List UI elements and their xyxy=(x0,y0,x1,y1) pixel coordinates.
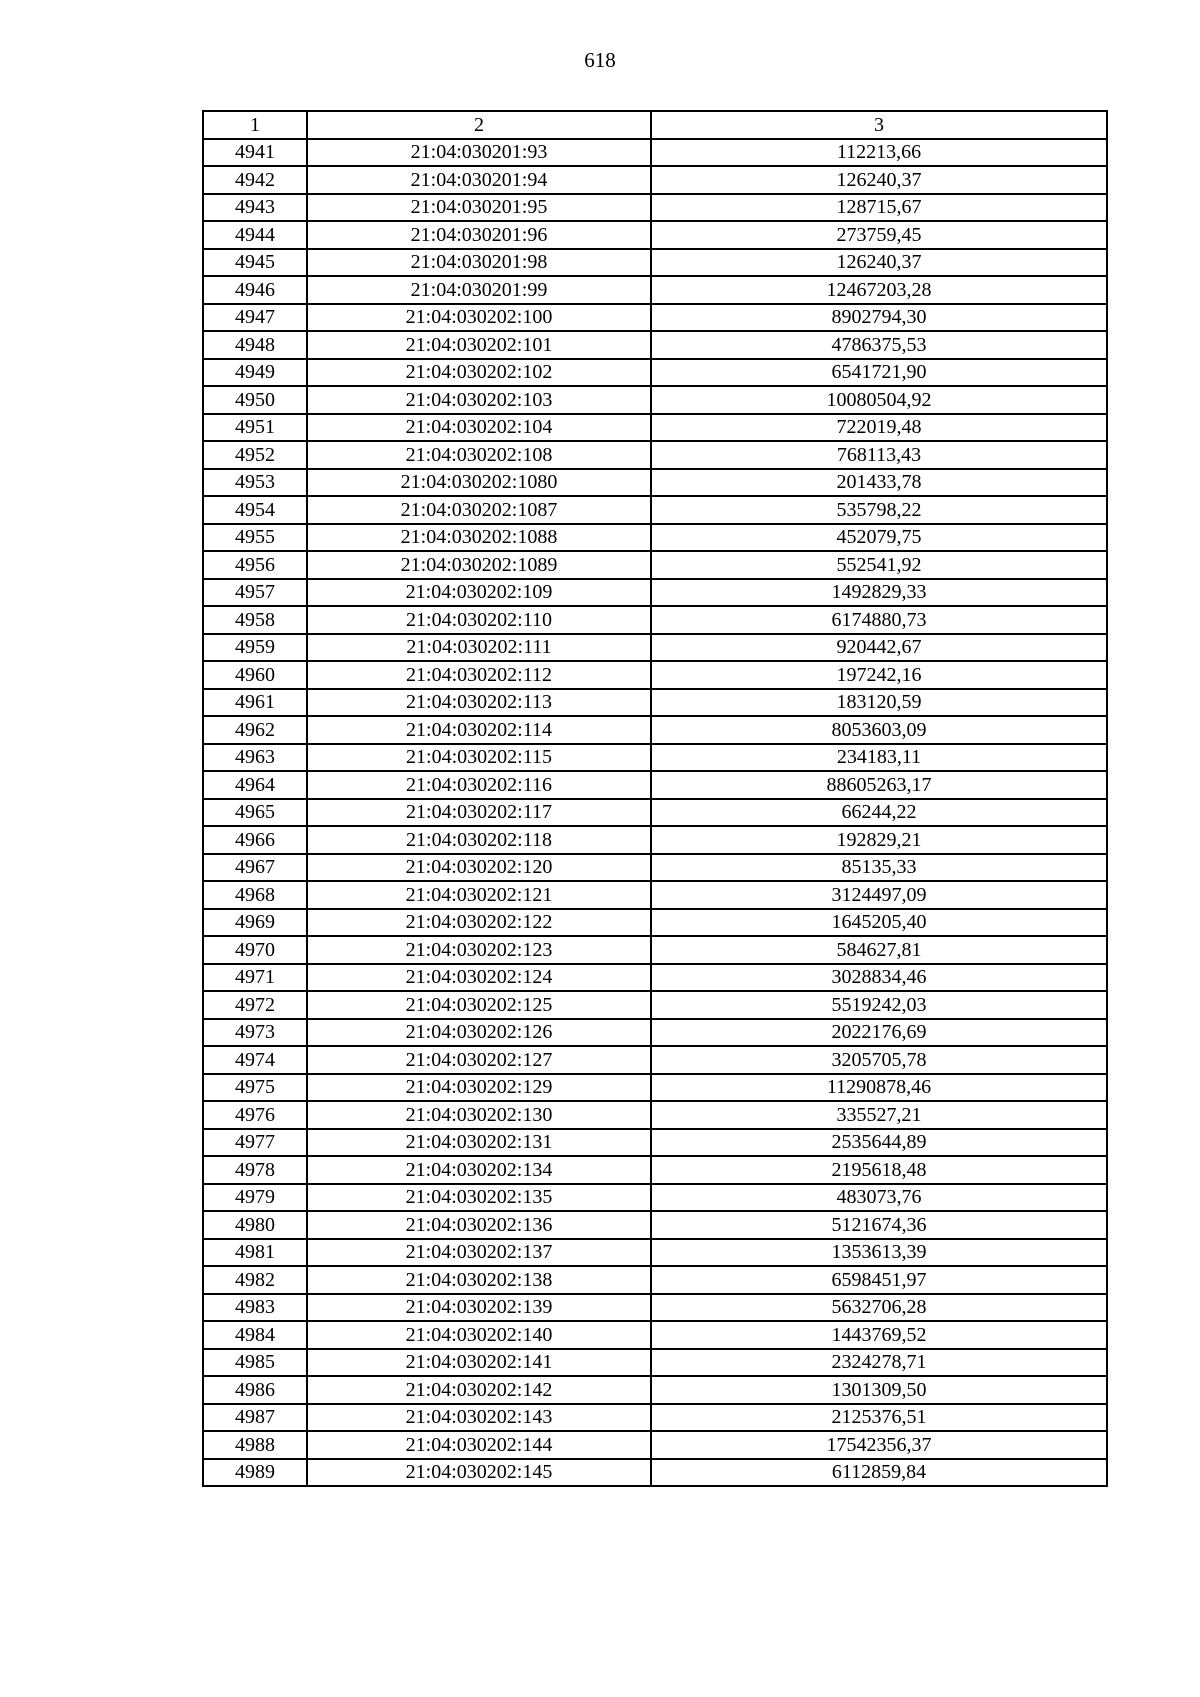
cadastral-number-cell: 21:04:030202:109 xyxy=(307,579,651,607)
row-number-cell: 4989 xyxy=(203,1459,307,1487)
cadastral-value-cell: 66244,22 xyxy=(651,799,1107,827)
cadastral-number-cell: 21:04:030202:111 xyxy=(307,634,651,662)
table-row xyxy=(203,359,1107,387)
cadastral-value-cell: 2535644,89 xyxy=(651,1129,1107,1157)
cadastral-value-cell: 4786375,53 xyxy=(651,331,1107,359)
cadastral-number-cell: 21:04:030202:134 xyxy=(307,1156,651,1184)
cadastral-value-cell: 920442,67 xyxy=(651,634,1107,662)
cadastral-value-cell: 552541,92 xyxy=(651,551,1107,579)
cadastral-number-cell: 21:04:030202:137 xyxy=(307,1239,651,1267)
cadastral-value-cell: 6112859,84 xyxy=(651,1459,1107,1487)
table-row xyxy=(203,1266,1107,1294)
row-number-cell: 4986 xyxy=(203,1376,307,1404)
row-number-cell: 4941 xyxy=(203,139,307,167)
table-row xyxy=(203,881,1107,909)
row-number-cell: 4972 xyxy=(203,991,307,1019)
table-row xyxy=(203,771,1107,799)
row-number-cell: 4962 xyxy=(203,716,307,744)
cadastral-value-cell: 2125376,51 xyxy=(651,1404,1107,1432)
cadastral-value-cell: 483073,76 xyxy=(651,1184,1107,1212)
cadastral-number-cell: 21:04:030202:142 xyxy=(307,1376,651,1404)
row-number-cell: 4971 xyxy=(203,964,307,992)
cadastral-number-cell: 21:04:030202:143 xyxy=(307,1404,651,1432)
cadastral-value-cell: 273759,45 xyxy=(651,221,1107,249)
table-row xyxy=(203,1321,1107,1349)
cadastral-value-table xyxy=(202,110,1108,1487)
row-number-cell: 4969 xyxy=(203,909,307,937)
cadastral-value-cell: 11290878,46 xyxy=(651,1074,1107,1102)
cadastral-number-cell: 21:04:030202:113 xyxy=(307,689,651,717)
cadastral-value-cell: 2022176,69 xyxy=(651,1019,1107,1047)
cadastral-value-cell: 10080504,92 xyxy=(651,386,1107,414)
table-row xyxy=(203,276,1107,304)
table-row xyxy=(203,249,1107,277)
row-number-cell: 4965 xyxy=(203,799,307,827)
row-number-cell: 4978 xyxy=(203,1156,307,1184)
cadastral-value-cell: 584627,81 xyxy=(651,936,1107,964)
cadastral-number-cell: 21:04:030202:114 xyxy=(307,716,651,744)
cadastral-value-cell: 126240,37 xyxy=(651,249,1107,277)
cadastral-number-cell: 21:04:030202:1087 xyxy=(307,496,651,524)
table-row xyxy=(203,1239,1107,1267)
cadastral-number-cell: 21:04:030202:108 xyxy=(307,441,651,469)
cadastral-value-cell: 335527,21 xyxy=(651,1101,1107,1129)
row-number-cell: 4984 xyxy=(203,1321,307,1349)
row-number-cell: 4953 xyxy=(203,469,307,497)
cadastral-number-cell: 21:04:030202:130 xyxy=(307,1101,651,1129)
table-row xyxy=(203,689,1107,717)
cadastral-value-cell: 3205705,78 xyxy=(651,1046,1107,1074)
cadastral-number-cell: 21:04:030202:131 xyxy=(307,1129,651,1157)
cadastral-number-cell: 21:04:030202:103 xyxy=(307,386,651,414)
row-number-cell: 4963 xyxy=(203,744,307,772)
table-row xyxy=(203,469,1107,497)
table-row xyxy=(203,441,1107,469)
cadastral-number-cell: 21:04:030202:140 xyxy=(307,1321,651,1349)
table-row xyxy=(203,661,1107,689)
table-row xyxy=(203,744,1107,772)
row-number-cell: 4959 xyxy=(203,634,307,662)
table-row xyxy=(203,194,1107,222)
row-number-cell: 4979 xyxy=(203,1184,307,1212)
row-number-cell: 4942 xyxy=(203,166,307,194)
row-number-cell: 4988 xyxy=(203,1431,307,1459)
cadastral-value-cell: 6541721,90 xyxy=(651,359,1107,387)
cadastral-number-cell: 21:04:030202:145 xyxy=(307,1459,651,1487)
cadastral-value-cell: 1443769,52 xyxy=(651,1321,1107,1349)
cadastral-number-cell: 21:04:030202:144 xyxy=(307,1431,651,1459)
cadastral-value-cell: 85135,33 xyxy=(651,854,1107,882)
row-number-cell: 4951 xyxy=(203,414,307,442)
table-row xyxy=(203,1184,1107,1212)
row-number-cell: 4944 xyxy=(203,221,307,249)
cadastral-value-cell: 234183,11 xyxy=(651,744,1107,772)
cadastral-value-cell: 3028834,46 xyxy=(651,964,1107,992)
table-row xyxy=(203,386,1107,414)
cadastral-number-cell: 21:04:030202:120 xyxy=(307,854,651,882)
table-row xyxy=(203,1404,1107,1432)
cadastral-value-cell: 5519242,03 xyxy=(651,991,1107,1019)
row-number-cell: 4977 xyxy=(203,1129,307,1157)
cadastral-value-cell: 183120,59 xyxy=(651,689,1107,717)
cadastral-number-cell: 21:04:030202:102 xyxy=(307,359,651,387)
cadastral-number-cell: 21:04:030202:124 xyxy=(307,964,651,992)
row-number-cell: 4960 xyxy=(203,661,307,689)
cadastral-number-cell: 21:04:030202:123 xyxy=(307,936,651,964)
row-number-cell: 4949 xyxy=(203,359,307,387)
row-number-cell: 4964 xyxy=(203,771,307,799)
cadastral-value-cell: 126240,37 xyxy=(651,166,1107,194)
cadastral-number-cell: 21:04:030202:139 xyxy=(307,1294,651,1322)
row-number-cell: 4981 xyxy=(203,1239,307,1267)
cadastral-number-cell: 21:04:030202:1080 xyxy=(307,469,651,497)
table-row xyxy=(203,579,1107,607)
cadastral-number-cell: 21:04:030201:99 xyxy=(307,276,651,304)
row-number-cell: 4957 xyxy=(203,579,307,607)
column-header-2: 2 xyxy=(307,111,651,139)
table-row xyxy=(203,496,1107,524)
cadastral-number-cell: 21:04:030201:93 xyxy=(307,139,651,167)
cadastral-number-cell: 21:04:030201:96 xyxy=(307,221,651,249)
cadastral-number-cell: 21:04:030201:98 xyxy=(307,249,651,277)
row-number-cell: 4985 xyxy=(203,1349,307,1377)
cadastral-value-cell: 535798,22 xyxy=(651,496,1107,524)
row-number-cell: 4970 xyxy=(203,936,307,964)
cadastral-number-cell: 21:04:030202:1088 xyxy=(307,524,651,552)
cadastral-number-cell: 21:04:030202:125 xyxy=(307,991,651,1019)
row-number-cell: 4968 xyxy=(203,881,307,909)
table-row xyxy=(203,304,1107,332)
cadastral-number-cell: 21:04:030202:121 xyxy=(307,881,651,909)
table-row xyxy=(203,414,1107,442)
row-number-cell: 4974 xyxy=(203,1046,307,1074)
row-number-cell: 4955 xyxy=(203,524,307,552)
cadastral-value-cell: 192829,21 xyxy=(651,826,1107,854)
table-row xyxy=(203,1129,1107,1157)
cadastral-value-cell: 8053603,09 xyxy=(651,716,1107,744)
table-row xyxy=(203,1156,1107,1184)
cadastral-value-cell: 8902794,30 xyxy=(651,304,1107,332)
table-row xyxy=(203,606,1107,634)
cadastral-number-cell: 21:04:030202:127 xyxy=(307,1046,651,1074)
cadastral-value-cell: 201433,78 xyxy=(651,469,1107,497)
row-number-cell: 4975 xyxy=(203,1074,307,1102)
column-header-3: 3 xyxy=(651,111,1107,139)
row-number-cell: 4943 xyxy=(203,194,307,222)
cadastral-number-cell: 21:04:030202:126 xyxy=(307,1019,651,1047)
cadastral-value-cell: 17542356,37 xyxy=(651,1431,1107,1459)
cadastral-value-cell: 5632706,28 xyxy=(651,1294,1107,1322)
cadastral-value-cell: 2195618,48 xyxy=(651,1156,1107,1184)
cadastral-number-cell: 21:04:030202:117 xyxy=(307,799,651,827)
column-header-1: 1 xyxy=(203,111,307,139)
cadastral-value-cell: 12467203,28 xyxy=(651,276,1107,304)
row-number-cell: 4945 xyxy=(203,249,307,277)
cadastral-number-cell: 21:04:030202:116 xyxy=(307,771,651,799)
cadastral-value-cell: 5121674,36 xyxy=(651,1211,1107,1239)
table-row xyxy=(203,331,1107,359)
row-number-cell: 4967 xyxy=(203,854,307,882)
cadastral-value-cell: 197242,16 xyxy=(651,661,1107,689)
cadastral-value-cell: 128715,67 xyxy=(651,194,1107,222)
row-number-cell: 4947 xyxy=(203,304,307,332)
cadastral-number-cell: 21:04:030201:95 xyxy=(307,194,651,222)
table-row xyxy=(203,936,1107,964)
table-row xyxy=(203,1459,1107,1487)
table-row xyxy=(203,221,1107,249)
cadastral-value-cell: 112213,66 xyxy=(651,139,1107,167)
table-row xyxy=(203,1376,1107,1404)
cadastral-value-cell: 6174880,73 xyxy=(651,606,1107,634)
cadastral-number-cell: 21:04:030202:112 xyxy=(307,661,651,689)
cadastral-value-cell: 1353613,39 xyxy=(651,1239,1107,1267)
table-row xyxy=(203,909,1107,937)
table-row xyxy=(203,1211,1107,1239)
cadastral-number-cell: 21:04:030202:129 xyxy=(307,1074,651,1102)
table-row xyxy=(203,716,1107,744)
row-number-cell: 4946 xyxy=(203,276,307,304)
row-number-cell: 4948 xyxy=(203,331,307,359)
row-number-cell: 4982 xyxy=(203,1266,307,1294)
cadastral-number-cell: 21:04:030202:136 xyxy=(307,1211,651,1239)
cadastral-value-cell: 452079,75 xyxy=(651,524,1107,552)
cadastral-number-cell: 21:04:030202:101 xyxy=(307,331,651,359)
table-header xyxy=(203,111,1107,139)
table-row xyxy=(203,854,1107,882)
header-row xyxy=(203,111,1107,139)
cadastral-number-cell: 21:04:030202:135 xyxy=(307,1184,651,1212)
cadastral-number-cell: 21:04:030202:138 xyxy=(307,1266,651,1294)
table-row xyxy=(203,991,1107,1019)
cadastral-value-cell: 768113,43 xyxy=(651,441,1107,469)
row-number-cell: 4954 xyxy=(203,496,307,524)
table-row xyxy=(203,139,1107,167)
cadastral-number-cell: 21:04:030202:115 xyxy=(307,744,651,772)
table-row xyxy=(203,166,1107,194)
cadastral-value-cell: 2324278,71 xyxy=(651,1349,1107,1377)
cadastral-value-cell: 6598451,97 xyxy=(651,1266,1107,1294)
cadastral-value-cell: 722019,48 xyxy=(651,414,1107,442)
row-number-cell: 4952 xyxy=(203,441,307,469)
table-row xyxy=(203,1294,1107,1322)
table-row xyxy=(203,799,1107,827)
row-number-cell: 4950 xyxy=(203,386,307,414)
cadastral-value-cell: 88605263,17 xyxy=(651,771,1107,799)
cadastral-number-cell: 21:04:030202:118 xyxy=(307,826,651,854)
table-row xyxy=(203,551,1107,579)
cadastral-value-cell: 1492829,33 xyxy=(651,579,1107,607)
table-row xyxy=(203,1431,1107,1459)
table-row xyxy=(203,1349,1107,1377)
row-number-cell: 4976 xyxy=(203,1101,307,1129)
row-number-cell: 4958 xyxy=(203,606,307,634)
row-number-cell: 4956 xyxy=(203,551,307,579)
table-row xyxy=(203,634,1107,662)
table-row xyxy=(203,1074,1107,1102)
row-number-cell: 4961 xyxy=(203,689,307,717)
cadastral-value-cell: 1301309,50 xyxy=(651,1376,1107,1404)
row-number-cell: 4987 xyxy=(203,1404,307,1432)
table-row xyxy=(203,1046,1107,1074)
row-number-cell: 4966 xyxy=(203,826,307,854)
page-number: 618 xyxy=(584,48,616,72)
table-row xyxy=(203,964,1107,992)
cadastral-number-cell: 21:04:030202:122 xyxy=(307,909,651,937)
cadastral-value-cell: 1645205,40 xyxy=(651,909,1107,937)
cadastral-number-cell: 21:04:030202:104 xyxy=(307,414,651,442)
cadastral-number-cell: 21:04:030202:110 xyxy=(307,606,651,634)
table-row xyxy=(203,1019,1107,1047)
cadastral-number-cell: 21:04:030201:94 xyxy=(307,166,651,194)
cadastral-value-cell: 3124497,09 xyxy=(651,881,1107,909)
table-body xyxy=(203,139,1107,1487)
cadastral-number-cell: 21:04:030202:141 xyxy=(307,1349,651,1377)
row-number-cell: 4983 xyxy=(203,1294,307,1322)
cadastral-number-cell: 21:04:030202:100 xyxy=(307,304,651,332)
table-row xyxy=(203,524,1107,552)
row-number-cell: 4980 xyxy=(203,1211,307,1239)
row-number-cell: 4973 xyxy=(203,1019,307,1047)
table-row xyxy=(203,1101,1107,1129)
table-row xyxy=(203,826,1107,854)
cadastral-number-cell: 21:04:030202:1089 xyxy=(307,551,651,579)
